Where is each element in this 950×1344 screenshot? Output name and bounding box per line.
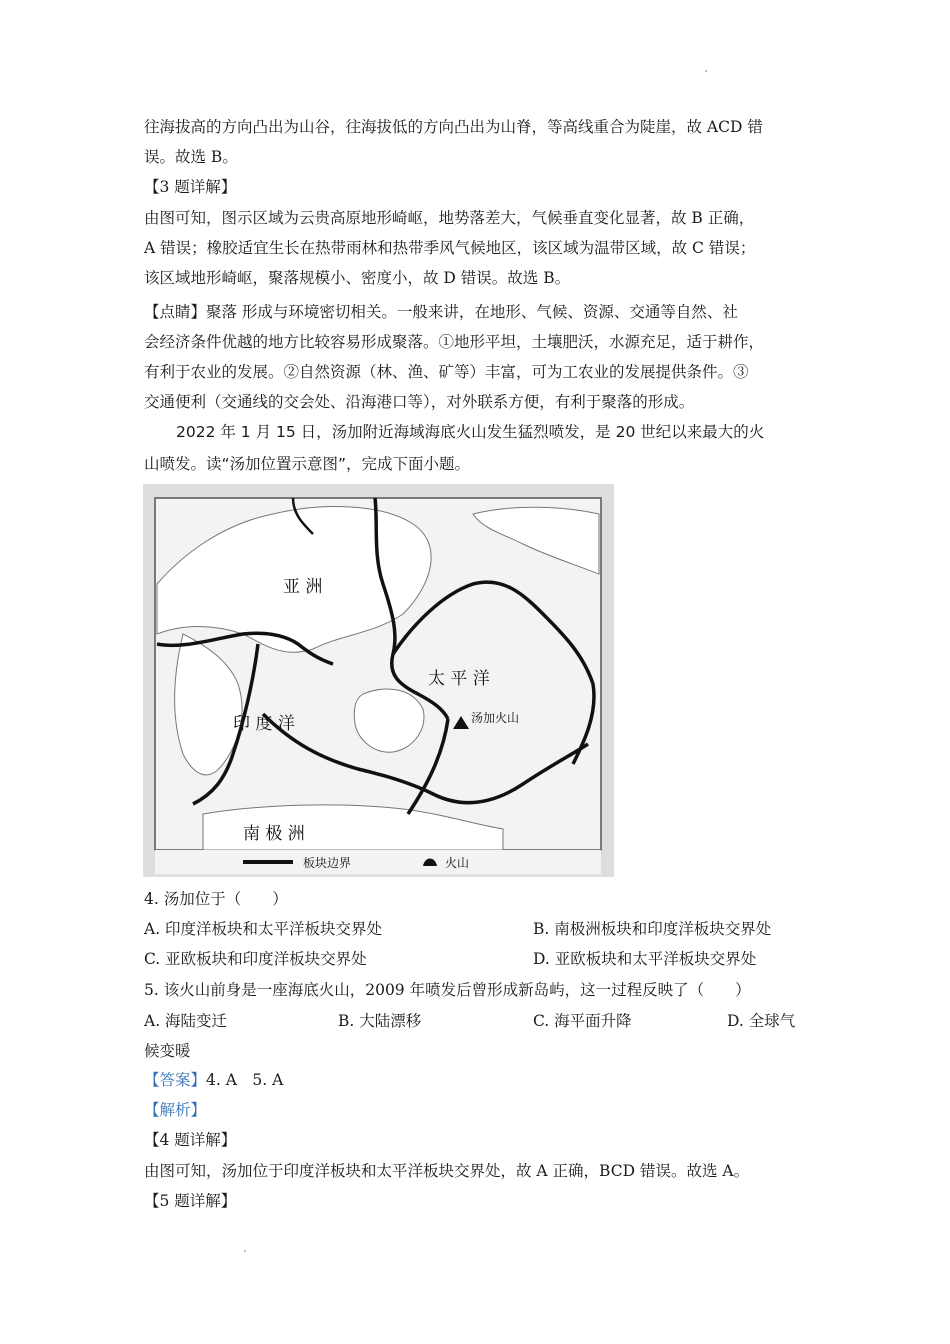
text-line: 会经济条件优越的地方比较容易形成聚落。①地形平坦，土壤肥沃，水源充足，适于耕作， (144, 333, 765, 351)
text-line: 由图可知，汤加位于印度洋板块和太平洋板块交界处，故 A 正确，BCD 错误。故选 A。 (144, 1162, 750, 1180)
map-label-antarctica: 南 极 洲 (243, 824, 305, 844)
option-5d-cont: 候变暖 (144, 1042, 191, 1060)
option-4d: D. 亚欧板块和太平洋板块交界处 (533, 950, 757, 968)
option-4b: B. 南极洲板块和印度洋板块交界处 (533, 920, 772, 938)
option-5b: B. 大陆漂移 (338, 1012, 422, 1030)
section-heading-q3: 【3 题详解】 (144, 178, 237, 196)
question-stem: 山喷发。读“汤加位置示意图”，完成下面小题。 (144, 455, 471, 473)
map-label-asia: 亚 洲 (283, 577, 323, 597)
section-heading-q5: 【5 题详解】 (144, 1192, 237, 1210)
map-label-tonga-volcano: 汤加火山 (471, 711, 520, 725)
answer-value: 4. A 5. A (206, 1071, 284, 1089)
legend-volcano-label: 火山 (445, 856, 470, 870)
analysis-tag: 【解析】 (144, 1101, 207, 1119)
map-label-indian-ocean: 印 度 洋 (233, 714, 295, 734)
option-4c: C. 亚欧板块和印度洋板块交界处 (144, 950, 367, 968)
answer-line (144, 1065, 808, 1095)
tonga-location-map (143, 484, 614, 877)
question-5: 5. 该火山前身是一座海底火山，2009 年喷发后曾形成新岛屿，这一过程反映了（ ） (144, 981, 751, 999)
question-stem: 2022 年 1 月 15 日，汤加附近海域海底火山发生猛烈喷发，是 20 世纪以来最大的火 (176, 423, 765, 441)
option-4a: A. 印度洋板块和太平洋板块交界处 (144, 920, 383, 938)
text-line: 由图可知，图示区域为云贵高原地形崎岖，地势落差大，气候垂直变化显著，故 B 正确， (144, 209, 755, 227)
option-5c: C. 海平面升降 (533, 1012, 632, 1030)
text-line: 往海拔高的方向凸出为山谷，往海拔低的方向凸出为山脊，等高线重合为陡崖，故 ACD 错 (144, 118, 763, 136)
answer-tag: 【答案】 (144, 1071, 207, 1089)
option-5a: A. 海陆变迁 (144, 1012, 228, 1030)
section-heading-q4: 【4 题详解】 (144, 1131, 237, 1149)
map-figure (143, 484, 614, 877)
page-mark (244, 1250, 246, 1252)
legend-boundary-label: 板块边界 (303, 856, 352, 870)
text-line: 该区域地形崎岖，聚落规模小、密度小，故 D 错误。故选 B。 (144, 269, 571, 287)
page-mark (705, 70, 707, 72)
text-line: 交通便利（交通线的交会处、沿海港口等），对外联系方便，有利于聚落的形成。 (144, 393, 695, 411)
text-line: A 错误；橡胶适宜生长在热带雨林和热带季风气候地区，该区域为温带区域，故 C 错误； (144, 239, 756, 257)
question-4: 4. 汤加位于（ ） (144, 890, 288, 908)
text-line: 有利于农业的发展。②自然资源（林、渔、矿等）丰富，可为工农业的发展提供条件。③ (144, 363, 749, 381)
option-5d: D. 全球气 (727, 1012, 796, 1030)
text-line: 误。故选 B。 (144, 148, 238, 166)
tip-line: 【点睛】聚落 形成与环境密切相关。一般来讲，在地形、气候、资源、交通等自然、社 (144, 303, 738, 321)
map-label-pacific: 太 平 洋 (428, 669, 490, 689)
